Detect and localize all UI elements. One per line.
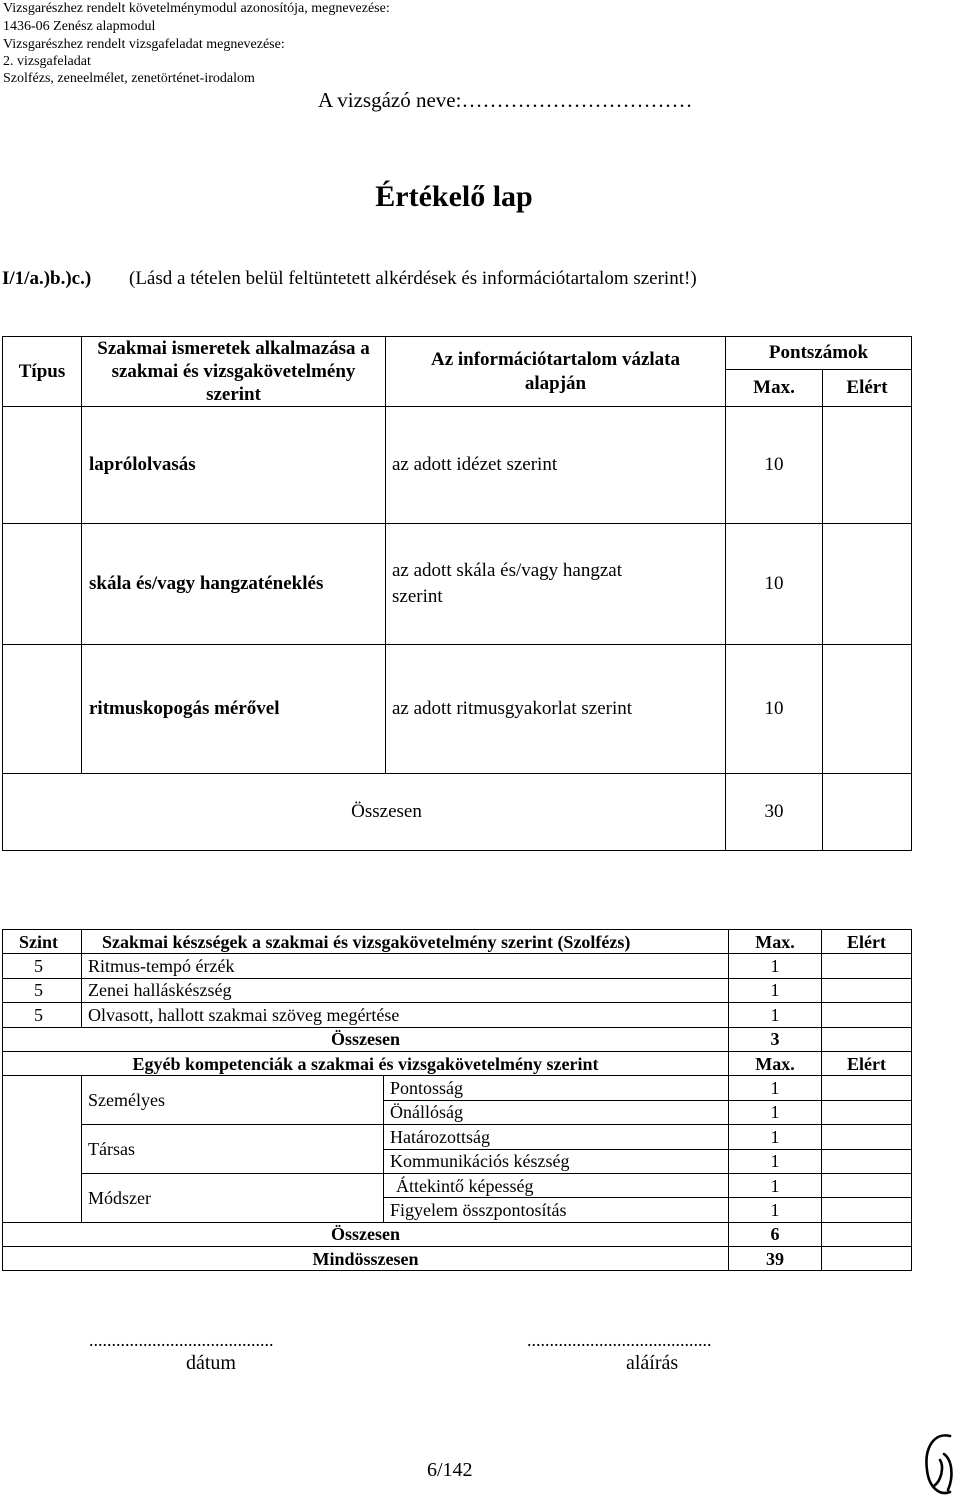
col-max-header: Max. [726, 370, 823, 407]
competency-table [2, 929, 912, 1271]
table-row [3, 954, 912, 978]
col-achieved-header: Elért [823, 370, 912, 407]
table-row [3, 645, 912, 774]
table-row [3, 524, 912, 645]
group-name-cell: Módszer [82, 1173, 384, 1222]
total-achieved[interactable] [823, 774, 912, 851]
other-total-achieved[interactable] [822, 1222, 912, 1246]
header-line-3: Vizsgarészhez rendelt vizsgafeladat megnevezése: [3, 37, 285, 52]
type-cell [3, 524, 82, 645]
info-cell: az adott skála és/vagy hangzat szerint [386, 524, 726, 645]
header-line-4: 2. vizsgafeladat [3, 54, 91, 69]
info-cell: az adott ritmusgyakorlat szerint [386, 645, 726, 774]
table-row [3, 1125, 912, 1149]
achieved-cell[interactable] [822, 1149, 912, 1173]
max-cell: 1 [729, 1125, 822, 1149]
col-skills-header: Szakmai ismeretek alkalmazása a szakmai és vizsgakövetelmény szerint [82, 337, 386, 407]
achieved-cell[interactable] [822, 1173, 912, 1197]
max-cell: 1 [729, 1173, 822, 1197]
col-skills-header: Szakmai készségek a szakmai és vizsgakövetelmény szerint (Szolfézs) [82, 930, 729, 954]
other-achieved-header: Elért [822, 1051, 912, 1075]
header-line-5: Szolfézs, zeneelmélet, zenetörténet-irodalom [3, 71, 255, 86]
group-name-cell: Társas [82, 1125, 384, 1174]
table-header-row [3, 337, 912, 370]
table-row [3, 1003, 912, 1027]
other-competencies-header: Egyéb kompetenciák a szakmai és vizsgakövetelmény szerint [3, 1051, 729, 1075]
other-total-max: 6 [729, 1222, 822, 1246]
achieved-cell[interactable] [823, 407, 912, 524]
achieved-cell[interactable] [822, 1125, 912, 1149]
level-cell: 5 [3, 978, 82, 1002]
examinee-name-field: A vizsgázó neve:…………………………… [318, 88, 693, 112]
subtotal-achieved[interactable] [822, 1027, 912, 1051]
item-note: (Lásd a tételen belül feltüntetett alkérdések és információtartalom szerint!) [129, 268, 697, 289]
max-cell: 1 [729, 1100, 822, 1124]
max-cell: 10 [726, 524, 823, 645]
competency-cell: Pontosság [384, 1076, 729, 1100]
max-cell: 1 [729, 1198, 822, 1222]
level-cell: 5 [3, 1003, 82, 1027]
max-cell: 1 [729, 1149, 822, 1173]
competency-cell: Határozottság [384, 1125, 729, 1149]
skill-cell: laprólolvasás [82, 407, 386, 524]
achieved-cell[interactable] [823, 645, 912, 774]
level-cell: 5 [3, 954, 82, 978]
header-line-1: Vizsgarészhez rendelt követelménymodul azonosítója, megnevezése: [3, 1, 390, 16]
table-row [3, 407, 912, 524]
achieved-cell[interactable] [823, 524, 912, 645]
grand-total-row [3, 1247, 912, 1271]
achieved-cell[interactable] [822, 1003, 912, 1027]
grand-total-max: 39 [729, 1247, 822, 1271]
max-cell: 1 [729, 1076, 822, 1100]
competency-cell: Kommunikációs készség [384, 1149, 729, 1173]
blank-level-cell [3, 1076, 82, 1222]
achieved-cell[interactable] [822, 1076, 912, 1100]
col-level-header: Szint [3, 930, 82, 954]
max-cell: 10 [726, 407, 823, 524]
subtotal-row [3, 1027, 912, 1051]
achieved-cell[interactable] [822, 978, 912, 1002]
skill-cell: ritmuskopogás mérővel [82, 645, 386, 774]
signature-line: ......................................... [527, 1330, 712, 1350]
grand-total-achieved[interactable] [822, 1247, 912, 1271]
other-total-row [3, 1222, 912, 1246]
col-max-header: Max. [729, 930, 822, 954]
max-cell: 10 [726, 645, 823, 774]
competency-cell: Önállóság [384, 1100, 729, 1124]
skill-cell: skála és/vagy hangzaténeklés [82, 524, 386, 645]
table-row [3, 1076, 912, 1100]
total-label: Összesen [3, 774, 726, 851]
date-label: dátum [186, 1352, 236, 1374]
table-row [3, 1173, 912, 1197]
skill-cell: Olvasott, hallott szakmai szöveg megértése [82, 1003, 729, 1027]
max-cell: 1 [729, 1003, 822, 1027]
other-total-label: Összesen [3, 1222, 729, 1246]
page-title: Értékelő lap [375, 180, 533, 213]
total-row [3, 774, 912, 851]
item-code: I/1/a.)b.)c.) [2, 268, 92, 289]
other-max-header: Max. [729, 1051, 822, 1075]
max-cell: 1 [729, 954, 822, 978]
total-max: 30 [726, 774, 823, 851]
grand-total-label: Mindösszesen [3, 1247, 729, 1271]
subtotal-label: Összesen [3, 1027, 729, 1051]
other-header-row [3, 1051, 912, 1075]
signature-label: aláírás [626, 1352, 679, 1374]
achieved-cell[interactable] [822, 954, 912, 978]
table-row [3, 978, 912, 1002]
max-cell: 1 [729, 978, 822, 1002]
subtotal-max: 3 [729, 1027, 822, 1051]
col-type-header: Típus [3, 337, 82, 407]
handwritten-mark-icon [920, 1430, 958, 1500]
skill-cell: Zenei halláskészség [82, 978, 729, 1002]
col-achieved-header: Elért [822, 930, 912, 954]
page-number: 6/142 [427, 1459, 473, 1481]
col-info-header: Az információtartalom vázlata alapján [386, 337, 726, 407]
type-cell [3, 645, 82, 774]
evaluation-table [2, 336, 912, 851]
achieved-cell[interactable] [822, 1100, 912, 1124]
competency-cell: Áttekintő képesség [384, 1173, 729, 1197]
competency-cell: Figyelem összpontosítás [384, 1198, 729, 1222]
group-name-cell: Személyes [82, 1076, 384, 1125]
header-line-2: 1436-06 Zenész alapmodul [3, 19, 156, 34]
date-line: ......................................... [89, 1330, 274, 1350]
achieved-cell[interactable] [822, 1198, 912, 1222]
skill-cell: Ritmus-tempó érzék [82, 954, 729, 978]
info-cell: az adott idézet szerint [386, 407, 726, 524]
col-points-header: Pontszámok [726, 337, 912, 370]
type-cell [3, 407, 82, 524]
